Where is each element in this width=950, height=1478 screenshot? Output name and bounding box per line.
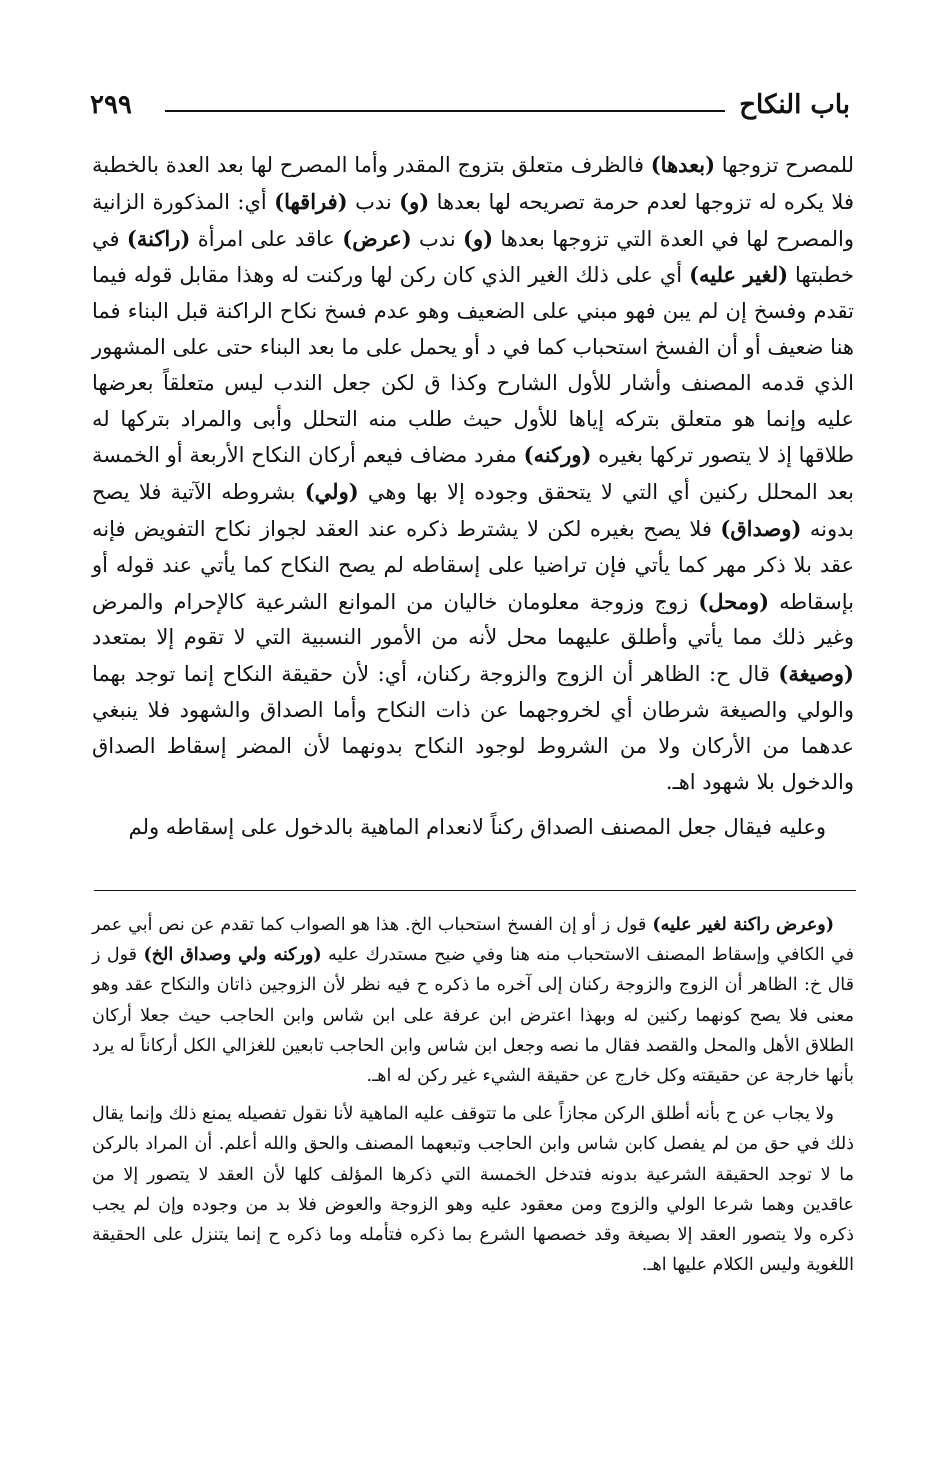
main-text	[92, 147, 854, 846]
footnotes	[92, 910, 854, 1280]
text-run: قول ز قال خ: الظاهر أن الزوج والزوجة ركنان إلى آخره ما ذكره ح فيه نظر لأن الزوجين ذاتان والنكاح عقد وهو معنى فلا يصح كونهما ركنين له وبهذا اعترض ابن عرفة على ابن شاس وابن الحاجب حيث جعلا أركان الطلاق الأهل والمحل والقصد فقال ما نصه وجعل ابن شاس وابن الحاجب تابعين للغزالي الكل أركاناً له يرد بأنها خارجة عن حقيقته وكل خارج عن حقيقة الشيء غير ركن له اهـ.	[92, 945, 854, 1087]
page-number: ٢٩٩	[90, 90, 132, 120]
footnote-separator	[94, 890, 856, 891]
bold-term: (وعرض راكنة لغير عليه)	[652, 915, 834, 935]
chapter-title: باب النكاح	[739, 90, 850, 120]
bold-term: (وركنه)	[523, 442, 592, 468]
main-paragraph-continued: وعليه فيقال جعل المصنف الصداق ركناً لانعدام الماهية بالدخول على إسقاطه ولم	[128, 815, 826, 840]
text-run: ندب	[411, 226, 464, 251]
footnote-paragraph	[92, 910, 854, 1091]
bold-term: (عرض)	[342, 225, 412, 251]
text-run: قال ح: الظاهر أن الزوج والزوجة ركنان، أي: لأن حقيقة النكاح إنما توجد بهما والولي والصيغة شرطان أي لخروجهما عن ذات النكاح وأما الصداق والشهود فلا ينبغي عدهما من الأركان ولا من الشروط لوجود النكاح بدونهما لأن المضر إسقاط الصداق والدخول بلا شهود اهـ.	[92, 662, 854, 794]
main-paragraph	[92, 147, 854, 800]
text-run: عاقد على امرأة	[190, 226, 343, 251]
bold-term: (راكنة)	[126, 225, 191, 251]
bold-term: (لغير عليه)	[689, 262, 789, 288]
text-run: أي على ذلك الغير الذي كان ركن لها وركنت له وهذا مقابل قوله فيما تقدم وفسخ إن لم يبن فهو مبني على الضعيف وهو عدم فسخ نكاح الراكنة قبل البناء فما هنا ضعيف أو أن الفسخ استحباب كما في د أو يحمل على ما بعد البناء حتى على المشهور الذي قدمه المصنف وأشار للأول الشارح وكذا ق لكن جعل الندب ليس متعلقاً بعرضها عليه وإنما هو متعلق بتركه إياها للأول حيث طلب منه التحلل وأبى والمراد بتركها له طلاقها إذ لا يتصور تركها بغيره	[92, 263, 854, 468]
text-run: ندب	[347, 189, 400, 214]
text-run: أي: المذكورة الزانية والمصرح لها في العدة التي تزوجها بعدها	[92, 189, 854, 251]
footnote-paragraph: ولا يجاب عن ح بأنه أطلق الركن مجازاً على ما تتوقف عليه الماهية لأنا نقول تفصيله يمنع ذلك وإنما يقال ذلك في حق من لم يفصل كابن شاس وابن الحاجب وتبعهما المصنف والحق والله أعلم. أن المراد بالركن ما لا توجد الحقيقة الشرعية بدونه فتدخل الخمسة التي ذكرها المؤلف كلها لأن العقد لا يتصور إلا من عاقدين وهما شرعا الولي والزوج ومن معقود عليه وهو الزوجة والعوض فلا بد من وجوده وإن لم يجب ذكره ولا يتصور العقد إلا بصيغة وقد خصصها الشرع بما ذكره فتأمله وما ذكره ح إنما يتنزل على الحقيقة اللغوية وليس الكلام عليها اهـ.	[92, 1104, 854, 1276]
bold-term: (فراقها)	[274, 188, 348, 214]
bold-term: (وركنه ولي وصداق الخ)	[143, 945, 322, 966]
text-run: زوج وزوجة معلومان خاليان من الموانع الشرعية كالإحرام والمرض وغير ذلك مما يأتي وأطلق عليهما محل لأنه من الأمور النسبية التي لا تقوم إلا بمتعدد	[92, 589, 854, 650]
bold-term: (وصداق)	[720, 515, 802, 541]
bold-term: (و)	[399, 188, 430, 214]
text-run: قول ز أو إن الفسخ استحباب الخ. هذا هو الصواب كما تقدم عن نص أبي عمر في الكافي وإسقاط المصنف الاستحباب منه هنا وفي ضيح مستدرك عليه	[92, 915, 855, 966]
bold-term: (وصيغة)	[778, 661, 854, 687]
bold-term: (و)	[463, 225, 494, 251]
text-run: في خطبتها	[92, 226, 855, 288]
text-run: بشروطه الآتية فلا يصح بدونه	[92, 480, 854, 541]
text-run: فالظرف متعلق بتزوج المقدر وأما المصرح لها بعد العدة بالخطبة فلا يكره له تزوجها لعدم حرمة تصريحه لها بعدها	[92, 153, 854, 214]
text-run: مفرد مضاف فيعم أركان النكاح الأربعة أو الخمسة بعد المحلل ركنين أي التي لا يتحقق وجوده إلا بها وهي	[92, 443, 854, 505]
bold-term: (بعدها)	[650, 152, 716, 177]
header-rule	[165, 110, 725, 112]
bold-term: (ومحل)	[698, 588, 770, 614]
text-run: للمصرح تزوجها	[715, 153, 855, 177]
bold-term: (ولي)	[304, 479, 359, 505]
page-header	[90, 88, 850, 122]
text-run: فلا يصح بغيره لكن لا يشترط ذكره عند العقد لجواز نكاح التفويض فإنه عقد بلا ذكر مهر كما يأتي فإن تراضيا على إسقاطه لم يصح النكاح كما يأتي عند قوله أو بإسقاطه	[92, 516, 854, 614]
